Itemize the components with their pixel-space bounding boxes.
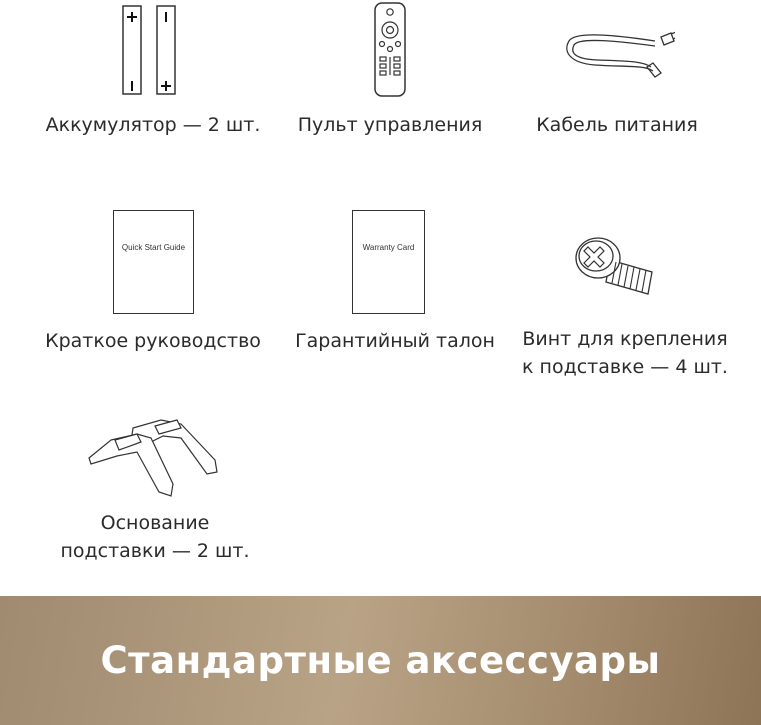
battery-caption: Аккумулятор — 2 шт. xyxy=(45,114,261,136)
remote-control-icon xyxy=(370,2,410,98)
power-cable-icon xyxy=(555,25,675,85)
footer-banner xyxy=(0,596,761,725)
tv-stand-icon xyxy=(85,412,225,502)
remote-caption: Пульт управления xyxy=(297,114,483,136)
quick-start-guide-text: Quick Start Guide xyxy=(121,242,186,252)
screw-caption-line2: к подставке — 4 шт. xyxy=(522,356,728,378)
warranty-card-text: Warranty Card xyxy=(362,242,415,252)
screw-caption-line1: Винт для крепления xyxy=(522,328,728,350)
screw-icon xyxy=(570,232,665,302)
power-cable-caption: Кабель питания xyxy=(536,114,698,136)
tv-stand-caption-line2: подставки — 2 шт. xyxy=(60,540,250,562)
footer-title: Стандартные аксессуары xyxy=(100,639,661,682)
quick-start-guide-caption: Краткое руководство xyxy=(45,330,261,352)
battery-icon xyxy=(110,2,190,98)
warranty-card-icon xyxy=(352,210,425,314)
tv-stand-caption-line1: Основание xyxy=(100,512,210,534)
warranty-card-caption: Гарантийный талон xyxy=(295,330,495,352)
quick-start-guide-icon xyxy=(113,210,194,314)
